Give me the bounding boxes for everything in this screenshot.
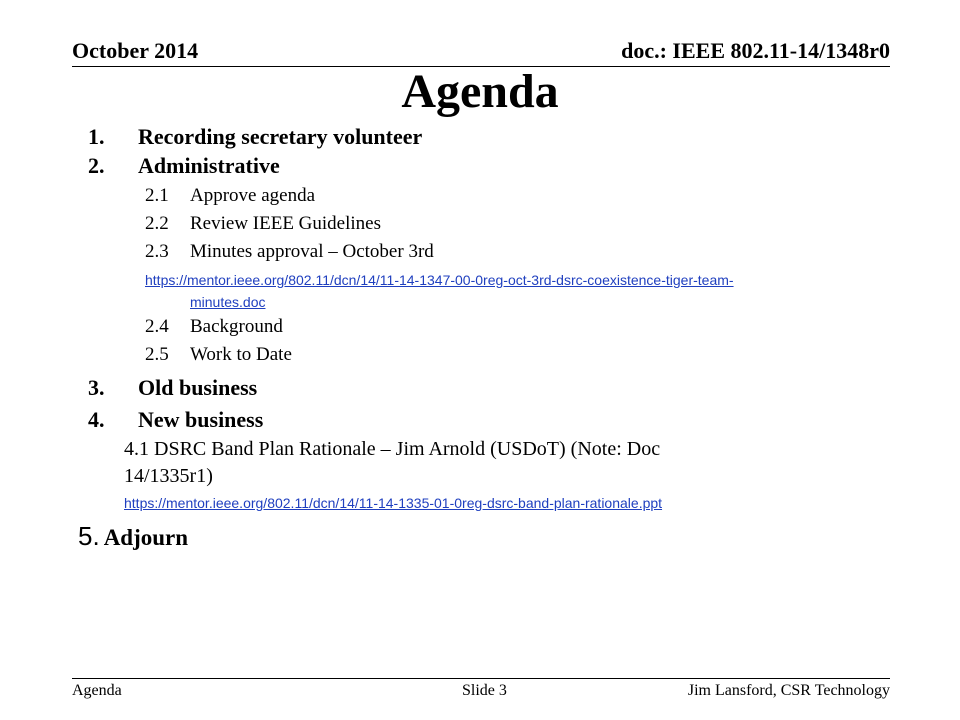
agenda-item-number: 5. — [78, 521, 100, 551]
agenda-subitem-label: Background — [190, 316, 283, 337]
slide-title: Agenda — [401, 65, 559, 118]
band-plan-link[interactable]: https://mentor.ieee.org/802.11/dcn/14/11-14-1335-01-0reg-dsrc-band-plan-rationale.ppt — [124, 495, 663, 511]
agenda-item-label: Adjourn — [103, 525, 189, 550]
agenda-subitem-label: Approve agenda — [190, 185, 316, 206]
footer-left-label: Agenda — [72, 682, 122, 699]
header-date: October 2014 — [72, 38, 199, 63]
footer-slide-number: Slide 3 — [462, 682, 507, 699]
header-doc-id: doc.: IEEE 802.11-14/1348r0 — [621, 38, 890, 63]
agenda-subitem-number: 2.2 — [145, 213, 169, 234]
agenda-item-number: 4. — [88, 407, 105, 432]
agenda-subitem-label: Minutes approval – October 3rd — [190, 241, 434, 262]
agenda-item-label: New business — [138, 407, 264, 432]
agenda-item-number: 1. — [88, 124, 105, 149]
new-business-detail-line-1: 4.1 DSRC Band Plan Rationale – Jim Arnold (USDoT) (Note: Doc — [124, 438, 661, 460]
agenda-item-label: Recording secretary volunteer — [138, 124, 423, 149]
agenda-subitem-number: 2.5 — [145, 344, 169, 365]
agenda-item-number: 3. — [88, 375, 105, 400]
footer-divider — [72, 678, 890, 679]
agenda-subitem-number: 2.3 — [145, 241, 169, 262]
minutes-link-line-1[interactable]: https://mentor.ieee.org/802.11/dcn/14/11-14-1347-00-0reg-oct-3rd-dsrc-coexistence-tiger-team- — [145, 272, 734, 288]
agenda-item-label: Old business — [138, 375, 258, 400]
agenda-item-5 — [78, 521, 188, 552]
agenda-item-number: 2. — [88, 153, 105, 178]
new-business-detail-line-2: 14/1335r1) — [124, 465, 213, 487]
agenda-subitem-label: Review IEEE Guidelines — [190, 213, 382, 234]
agenda-subitem-number: 2.4 — [145, 316, 169, 337]
footer-author: Jim Lansford, CSR Technology — [687, 682, 890, 699]
agenda-item-label: Administrative — [138, 153, 280, 178]
agenda-subitem-number: 2.1 — [145, 185, 169, 206]
minutes-link-line-2[interactable]: minutes.doc — [190, 294, 266, 310]
agenda-subitem-label: Work to Date — [190, 344, 292, 365]
